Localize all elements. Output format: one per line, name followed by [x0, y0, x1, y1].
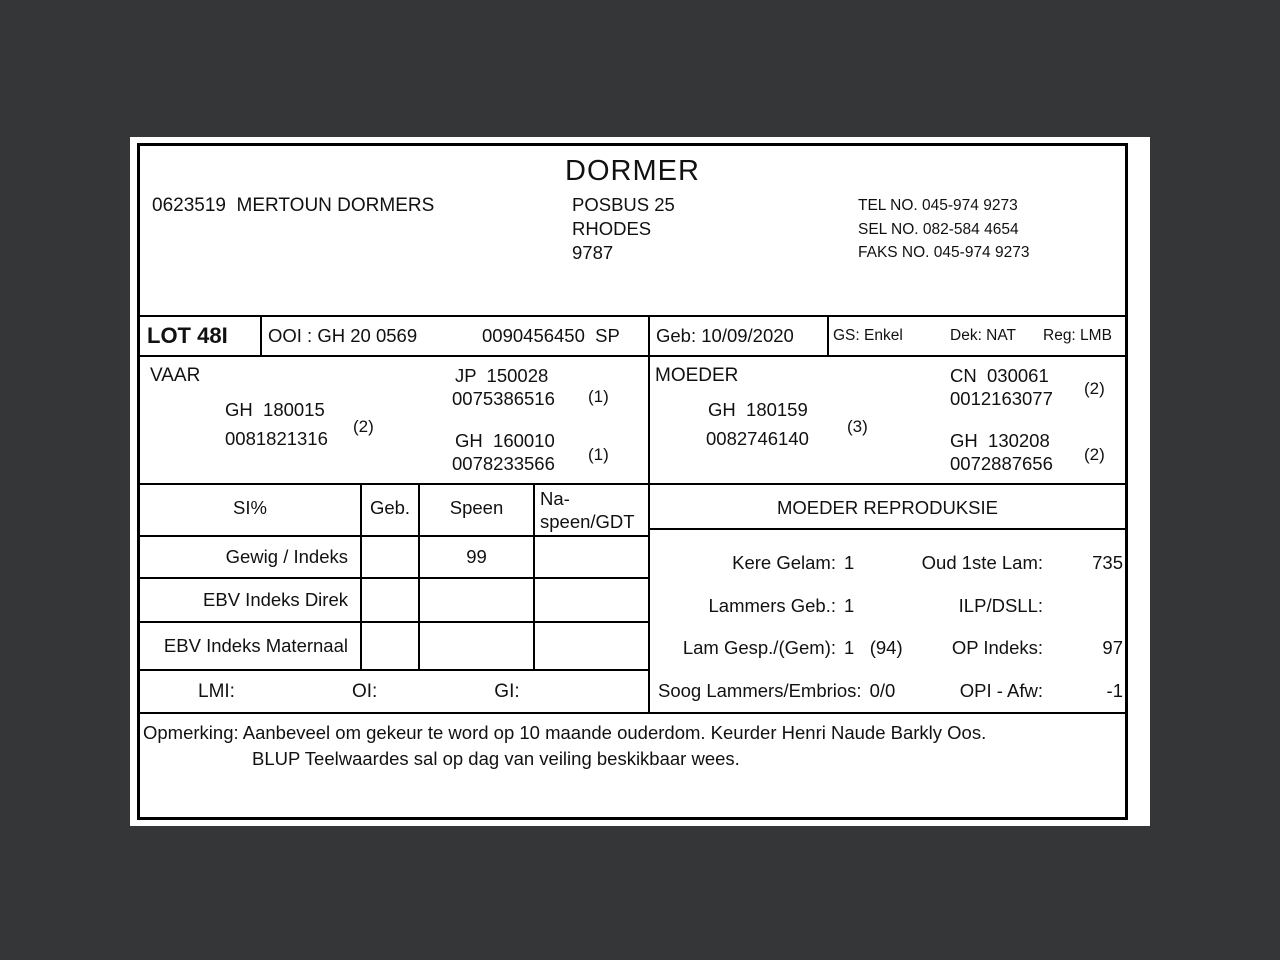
repro-label: ILP/DSLL: [958, 594, 1043, 616]
repro-value [1043, 595, 1125, 617]
sire-label: VAAR [150, 365, 201, 386]
reproduction-row [650, 542, 1125, 585]
sire-granddam-id: GH 160010 [455, 430, 555, 451]
repro-value: 97 [1102, 637, 1123, 659]
dam-panel [648, 357, 1125, 483]
si-col-header: SI% [233, 497, 267, 518]
repro-value: 1 [844, 552, 855, 574]
dam-grandsire-id: CN 030061 [950, 365, 1049, 386]
animal-id-cell [260, 317, 648, 355]
si-row-label: EBV Indeks Maternaal [140, 621, 360, 669]
lot-number-cell [140, 317, 260, 355]
registration-type: Reg: LMB [1043, 327, 1112, 344]
stats-section [140, 483, 1125, 712]
repro-label: Kere Gelam: [732, 552, 836, 574]
tel-number: TEL NO. 045-974 9273 [858, 197, 1018, 214]
address-line: 9787 [572, 242, 614, 263]
repro-value: -1 [1106, 679, 1123, 701]
sire-id: GH 180015 [225, 399, 325, 420]
sire-granddam-reg-number: 0078233566 [452, 453, 555, 474]
catalog-page [130, 137, 1150, 826]
sire-count: (2) [353, 417, 374, 436]
dam-reg-number: 0082746140 [706, 428, 809, 449]
reproduction-panel [648, 485, 1125, 712]
repro-label: Soog Lammers/Embrios: [658, 679, 862, 701]
animal-id: OOI : GH 20 0569 [268, 325, 418, 346]
breed-title: DORMER [565, 155, 700, 187]
reproduction-row [650, 670, 1125, 713]
si-cell [360, 621, 418, 669]
address-line: RHODES [572, 218, 652, 239]
repro-label: Oud 1ste Lam: [921, 552, 1043, 574]
reproduction-rows [650, 530, 1125, 712]
cell-number: SEL NO. 082-584 4654 [858, 220, 1019, 238]
repro-label: OP Indeks: [951, 637, 1043, 659]
lmi-label: LMI: [198, 680, 235, 702]
si-col-header: Geb. [360, 485, 418, 535]
reproduction-row [650, 585, 1125, 628]
birthdate-cell [648, 317, 827, 355]
birth-date: Geb: 10/09/2020 [656, 325, 794, 346]
dam-count: (3) [847, 417, 868, 436]
si-cell [533, 577, 648, 621]
dam-id: GH 180159 [708, 399, 808, 420]
repro-label: Lammers Geb.: [708, 594, 836, 616]
sire-grandsire-count: (1) [588, 387, 609, 406]
si-row-label: EBV Indeks Direk [140, 577, 360, 621]
si-cell [533, 621, 648, 669]
animal-reg-number: 0090456450 SP [482, 325, 620, 346]
sire-grandsire-reg-number: 0075386516 [452, 388, 555, 409]
oi-label: OI: [351, 680, 378, 702]
dam-grandsire-count: (2) [1084, 379, 1105, 398]
si-cell [360, 535, 418, 577]
si-col-header: Na-speen/GDT [533, 485, 648, 535]
repro-value: 0/0 [869, 679, 896, 701]
status-cell [827, 317, 1125, 355]
si-table [140, 485, 648, 669]
si-cell [418, 621, 533, 669]
repro-label: OPI - Afw: [959, 679, 1043, 701]
gi-label: GI: [494, 680, 520, 702]
birth-status: GS: Enkel [833, 327, 903, 344]
mating-type: Dek: NAT [950, 327, 1017, 344]
sire-grandsire-id: JP 150028 [455, 365, 549, 386]
dam-granddam-id: GH 130208 [950, 430, 1050, 451]
card-header [140, 146, 1125, 315]
dam-granddam-reg-number: 0072887656 [950, 453, 1053, 474]
remark-line-1: Opmerking: Aanbeveel om gekeur te word op 10 maande ouderdom. Keurder Henri Naude Barkly Oos. [143, 722, 987, 743]
lot-card [137, 143, 1128, 820]
repro-value: 1 (94) [844, 637, 903, 659]
dam-grandsire-reg-number: 0012163077 [950, 388, 1053, 409]
reproduction-title: MOEDER REPRODUKSIE [650, 485, 1125, 530]
si-cell: 99 [418, 535, 533, 577]
repro-label: Lam Gesp./(Gem): [682, 637, 836, 659]
address-line: POSBUS 25 [572, 194, 675, 215]
sire-panel [140, 357, 648, 483]
index-footer-row [140, 669, 648, 712]
breeder-name: 0623519 MERTOUN DORMERS [152, 195, 435, 216]
remark-line-2: BLUP Teelwaardes sal op dag van veiling beskikbaar wees. [252, 748, 740, 769]
dam-granddam-count: (2) [1084, 445, 1105, 464]
fax-number: FAKS NO. 045-974 9273 [858, 244, 1030, 261]
breeder-contacts [858, 194, 1029, 265]
si-table-panel [140, 485, 648, 712]
si-row-label: Gewig / Indeks [140, 535, 360, 577]
repro-value: 735 [1092, 552, 1123, 574]
si-cell [533, 535, 648, 577]
lot-number: LOT 48I [147, 323, 228, 348]
dam-label: MOEDER [655, 365, 739, 386]
reproduction-row [650, 627, 1125, 670]
lot-row [140, 315, 1125, 355]
si-cell [418, 577, 533, 621]
sire-granddam-count: (1) [588, 445, 609, 464]
si-cell [360, 577, 418, 621]
breeder-address [572, 193, 675, 265]
si-col-header: Speen [418, 485, 533, 535]
remark-section [140, 712, 1125, 817]
sire-reg-number: 0081821316 [225, 428, 328, 449]
repro-value: 1 [844, 594, 855, 616]
pedigree-section [140, 355, 1125, 483]
